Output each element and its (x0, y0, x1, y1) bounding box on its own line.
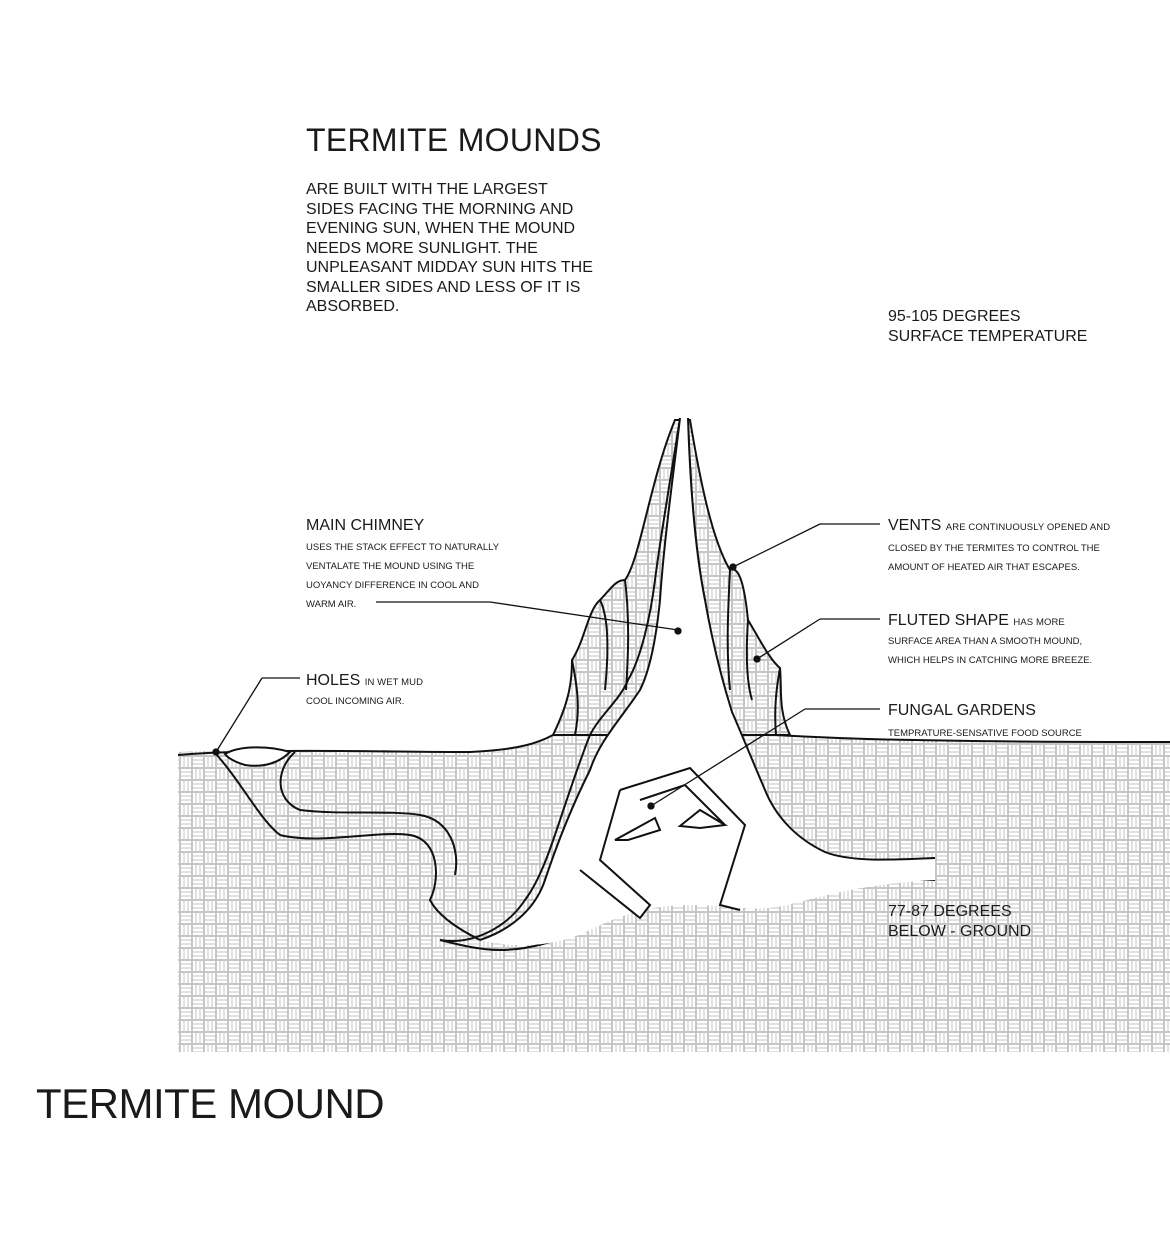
holes-dot (213, 749, 219, 755)
intro-text: ARE BUILT WITH THE LARGEST SIDES FACING THE MORNING AND EVENING SUN, WHEN THE MOUND NEEDS MORE SUNLIGHT. THE UNPLEASANT MIDDAY SUN HITS THE SMALLER SIDES AND LESS OF IT IS ABSORBED. (306, 181, 593, 315)
holes-desc: COOL INCOMING AIR. (306, 696, 405, 707)
fluted-shape-desc: SURFACE AREA THAN A SMOOTH MOUND, WHICH HELPS IN CATCHING MORE BREEZE. (888, 636, 1093, 666)
holes-label (306, 672, 423, 690)
figure-caption: TERMITE MOUND (36, 1080, 385, 1127)
vents-dot (730, 564, 736, 570)
fluted-shape-suffix: HAS MORE (1013, 617, 1065, 628)
holes-suffix: IN WET MUD (364, 677, 424, 688)
fungal-gardens-title: FUNGAL GARDENS (888, 702, 1036, 719)
vents-title: VENTS (888, 517, 942, 534)
fluted-shape-label (888, 612, 1065, 630)
surface-temperature-label: 95-105 DEGREES SURFACE TEMPERATURE (888, 308, 1088, 345)
fungal-gardens-desc: TEMPRATURE-SENSATIVE FOOD SOURCE (888, 728, 1082, 739)
vents-suffix: ARE CONTINUOUSLY OPENED AND (945, 522, 1111, 533)
below-ground-temperature-label: 77-87 DEGREES BELOW - GROUND (888, 903, 1032, 940)
main-chimney-title: MAIN CHIMNEY (306, 517, 425, 534)
fluted-dot (754, 656, 760, 662)
holes-title: HOLES (306, 672, 361, 689)
vents-desc: CLOSED BY THE TERMITES TO CONTROL THE AMOUNT OF HEATED AIR THAT ESCAPES. (888, 543, 1100, 573)
main-chimney-desc: USES THE STACK EFFECT TO NATURALLY VENTALATE THE MOUND USING THE UOYANCY DIFFERENCE IN COOL AND WARM AIR. (306, 542, 500, 610)
page-title: TERMITE MOUNDS (306, 122, 602, 158)
fungal-dot (648, 803, 654, 809)
fluted-shape-title: FLUTED SHAPE (888, 612, 1009, 629)
vents-label (888, 517, 1110, 535)
chimney-dot (675, 628, 681, 634)
